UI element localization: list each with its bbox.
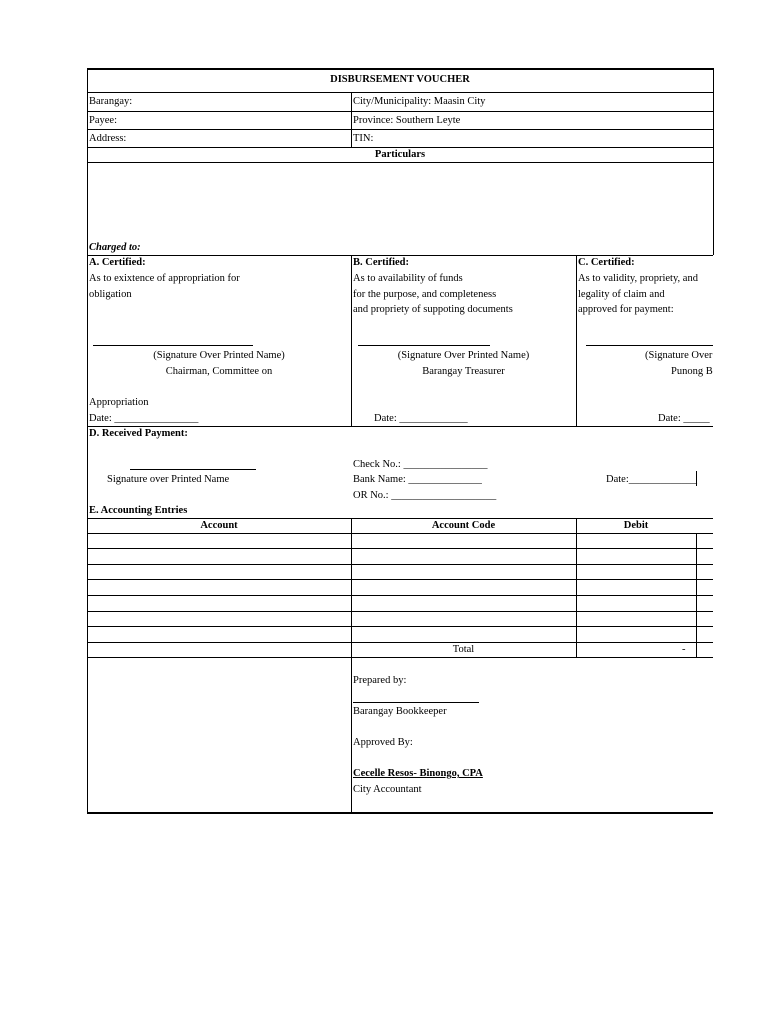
certified-b-date: Date: _____________ [374, 413, 468, 424]
signature-line [130, 469, 256, 470]
total-value: - [682, 644, 686, 655]
rule [576, 518, 577, 657]
signature-line [353, 702, 479, 703]
certified-a-signature: (Signature Over Printed Name) [153, 350, 285, 361]
column-header-account: Account [200, 520, 238, 531]
rule [713, 68, 714, 255]
certified-c-date: Date: _____ [658, 413, 710, 424]
rule [696, 533, 697, 657]
certified-c-heading: C. Certified: [578, 257, 635, 268]
signature-line [93, 345, 253, 346]
certified-a-text: obligation [89, 289, 132, 300]
city-label: City/Municipality: Maasin City [353, 96, 486, 107]
check-no-field: Check No.: ________________ [353, 459, 488, 470]
accounting-heading: E. Accounting Entries [89, 505, 188, 516]
province-label: Province: Southern Leyte [353, 115, 461, 126]
bank-name-field: Bank Name: ______________ [353, 474, 482, 485]
page-title: DISBURSEMENT VOUCHER [330, 74, 470, 85]
total-label: Total [452, 644, 475, 655]
certified-c-text: As to validity, propriety, and [578, 273, 698, 284]
signature-line [358, 345, 490, 346]
certified-b-text: for the purpose, and completeness [353, 289, 497, 300]
column-header-account-code: Account Code [431, 520, 496, 531]
prepared-by-label: Prepared by: [353, 675, 407, 686]
rule [87, 162, 713, 163]
rule [576, 255, 577, 426]
certified-b-signature: (Signature Over Printed Name) [397, 350, 530, 361]
tin-label: TIN: [353, 133, 374, 144]
received-date-field: Date:_____________ [606, 474, 697, 485]
or-no-field: OR No.: ____________________ [353, 490, 497, 501]
certified-a-heading: A. Certified: [89, 257, 146, 268]
rule [87, 626, 713, 627]
received-signature-label: Signature over Printed Name [107, 474, 230, 485]
received-heading: D. Received Payment: [89, 428, 188, 439]
rule [87, 595, 713, 596]
rule [87, 68, 88, 813]
rule [87, 111, 713, 112]
rule [351, 518, 352, 813]
particulars-label: Particulars [374, 149, 426, 160]
certified-b-role: Barangay Treasurer [422, 366, 505, 377]
certified-a-role: Appropriation [89, 397, 149, 408]
charged-to-label: Charged to: [89, 242, 141, 253]
rule [87, 579, 713, 580]
certified-b-text: and propriety of suppoting documents [353, 304, 513, 315]
rule [351, 255, 352, 426]
barangay-label: Barangay: [89, 96, 133, 107]
rule [351, 92, 352, 147]
rule [87, 657, 713, 658]
rule [87, 611, 713, 612]
rule [87, 564, 713, 565]
certified-a-text: As to exixtence of appropriation for [89, 273, 240, 284]
rule [87, 129, 713, 130]
approved-by-label: Approved By: [353, 737, 413, 748]
accountant-name: Cecelle Resos- Binongo, CPA [353, 768, 483, 779]
certified-c-text: legality of claim and [578, 289, 665, 300]
column-header-debit: Debit [623, 520, 649, 531]
rule [87, 548, 713, 549]
rule [87, 812, 713, 814]
rule [87, 68, 713, 70]
rule [87, 533, 713, 534]
certified-c-signature: (Signature Over [645, 350, 713, 361]
bookkeeper-title: Barangay Bookkeeper [353, 706, 447, 717]
certified-a-role: Chairman, Committee on [165, 366, 273, 377]
address-label: Address: [89, 133, 127, 144]
certified-c-role: Punong B [671, 366, 713, 377]
payee-label: Payee: [89, 115, 117, 126]
certified-b-heading: B. Certified: [353, 257, 409, 268]
accountant-title: City Accountant [353, 784, 422, 795]
certified-b-text: As to availability of funds [353, 273, 463, 284]
certified-a-date: Date: ________________ [89, 413, 199, 424]
signature-line [586, 345, 713, 346]
certified-c-text: approved for payment: [578, 304, 674, 315]
rule [87, 92, 713, 93]
